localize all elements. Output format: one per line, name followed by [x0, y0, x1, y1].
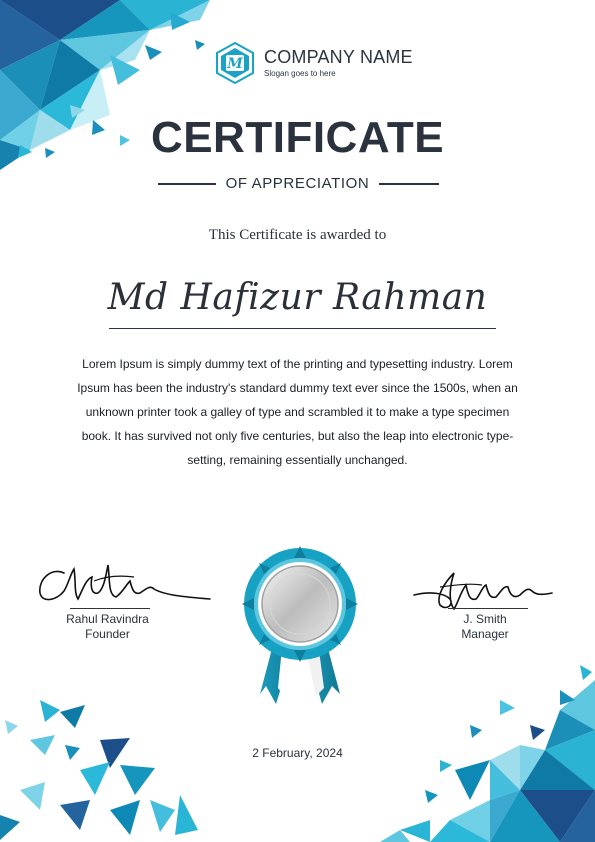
certificate-date: 2 February, 2024: [252, 746, 343, 760]
rosette-award-icon: [240, 536, 360, 706]
founder-name: Rahul Ravindra: [66, 612, 149, 626]
company-name: COMPANY NAME: [264, 47, 413, 67]
founder-signature-line: [70, 608, 150, 609]
founder-role: Founder: [85, 627, 130, 641]
recipient-name: Md Hafizur Rahman: [107, 277, 488, 318]
company-slogan: Slogan goes to here: [264, 69, 336, 78]
recipient-underline: [109, 328, 496, 329]
svg-text:M: M: [227, 56, 243, 72]
certificate-title: CERTIFICATE: [150, 113, 445, 162]
certificate-body: Lorem Ipsum is simply dummy text of the printing and typesetting industry. Lorem Ipsum has been the industry's standard dummy text ever since the 1500s, when an unknown printer took a galley of type and scrambled it to make a type specimen book. It has survived not only five centuries, but also the leap into electronic type-setting, remaining essentially unchanged.: [77, 357, 518, 467]
manager-name: J. Smith: [463, 612, 507, 626]
founder-signature-icon: [34, 555, 214, 610]
subtitle-rule-right: [379, 183, 439, 185]
m-monogram-hexagon-icon: [214, 42, 256, 84]
certificate-subtitle: OF APPRECIATION: [225, 175, 370, 192]
awarded-to-text: This Certificate is awarded to: [208, 227, 387, 243]
manager-signature-line: [448, 608, 528, 609]
manager-role: Manager: [461, 627, 509, 641]
